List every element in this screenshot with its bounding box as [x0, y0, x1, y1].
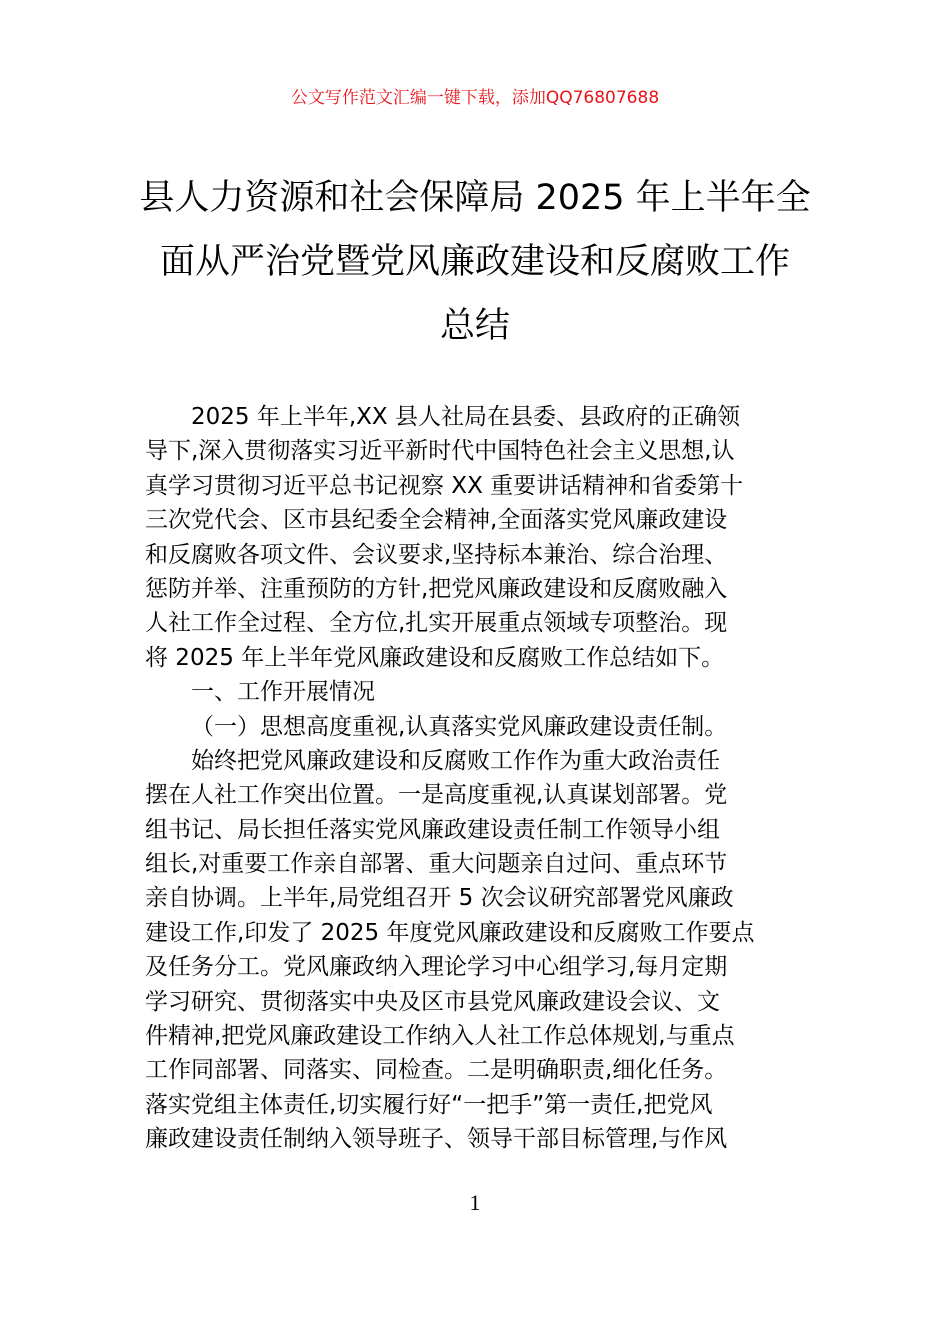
body-line: 摆在人社工作突出位置。一是高度重视,认真谋划部署。党	[145, 782, 728, 809]
body-line: 及任务分工。党风廉政纳入理论学习中心组学习,每月定期	[145, 954, 728, 981]
body-line: 导下,深入贯彻落实习近平新时代中国特色社会主义思想,认	[145, 438, 735, 465]
body-line: 2025 年上半年,XX 县人社局在县委、县政府的正确领	[191, 404, 740, 430]
body-line: 组长,对重要工作亲自部署、重大问题亲自过问、重点环节	[145, 851, 728, 878]
download-banner: 公文写作范文汇编一键下载，添加QQ76807688	[290, 88, 660, 108]
body-line: 将 2025 年上半年党风廉政建设和反腐败工作总结如下。	[145, 644, 725, 671]
page-number: 1	[469, 1190, 481, 1215]
body-line: 亲自协调。上半年,局党组召开 5 次会议研究部署党风廉政	[145, 885, 734, 912]
body-line: 人社工作全过程、全方位,扎实开展重点领域专项整治。现	[145, 610, 728, 637]
body-line: 三次党代会、区市县纪委全会精神,全面落实党风廉政建设	[145, 507, 728, 534]
body-line: 始终把党风廉政建设和反腐败工作作为重大政治责任	[191, 747, 720, 774]
body-line: 学习研究、贯彻落实中央及区市县党风廉政建设会议、文	[145, 988, 720, 1015]
title-line: 县人力资源和社会保障局 2025 年上半年全	[139, 178, 811, 218]
body-line: 建设工作,印发了 2025 年度党风廉政建设和反腐败工作要点	[145, 919, 755, 946]
body-line: 组书记、局长担任落实党风廉政建设责任制工作领导小组	[145, 816, 720, 843]
body-line: 件精神,把党风廉政建设工作纳入人社工作总体规划,与重点	[145, 1023, 735, 1050]
body-line: 落实党组主体责任,切实履行好“一把手”第一责任,把党风	[145, 1091, 713, 1118]
document-body	[145, 400, 817, 1157]
section-heading: 一、工作开展情况	[191, 679, 375, 706]
body-line: 和反腐败各项文件、会议要求,坚持标本兼治、综合治理、	[145, 541, 728, 568]
title-line: 总结	[439, 306, 510, 346]
title-line: 面从严治党暨党风廉政建设和反腐败工作	[159, 242, 790, 282]
body-line: 真学习贯彻习近平总书记视察 XX 重要讲话精神和省委第十	[145, 472, 744, 499]
body-line: 惩防并举、注重预防的方针,把党风廉政建设和反腐败融入	[145, 575, 728, 602]
body-line: 工作同部署、同落实、同检查。二是明确职责,细化任务。	[145, 1057, 728, 1084]
subsection-heading: （一）思想高度重视,认真落实党风廉政建设责任制。	[191, 713, 728, 740]
body-line: 廉政建设责任制纳入领导班子、领导干部目标管理,与作风	[145, 1126, 728, 1153]
document-title	[110, 166, 840, 358]
